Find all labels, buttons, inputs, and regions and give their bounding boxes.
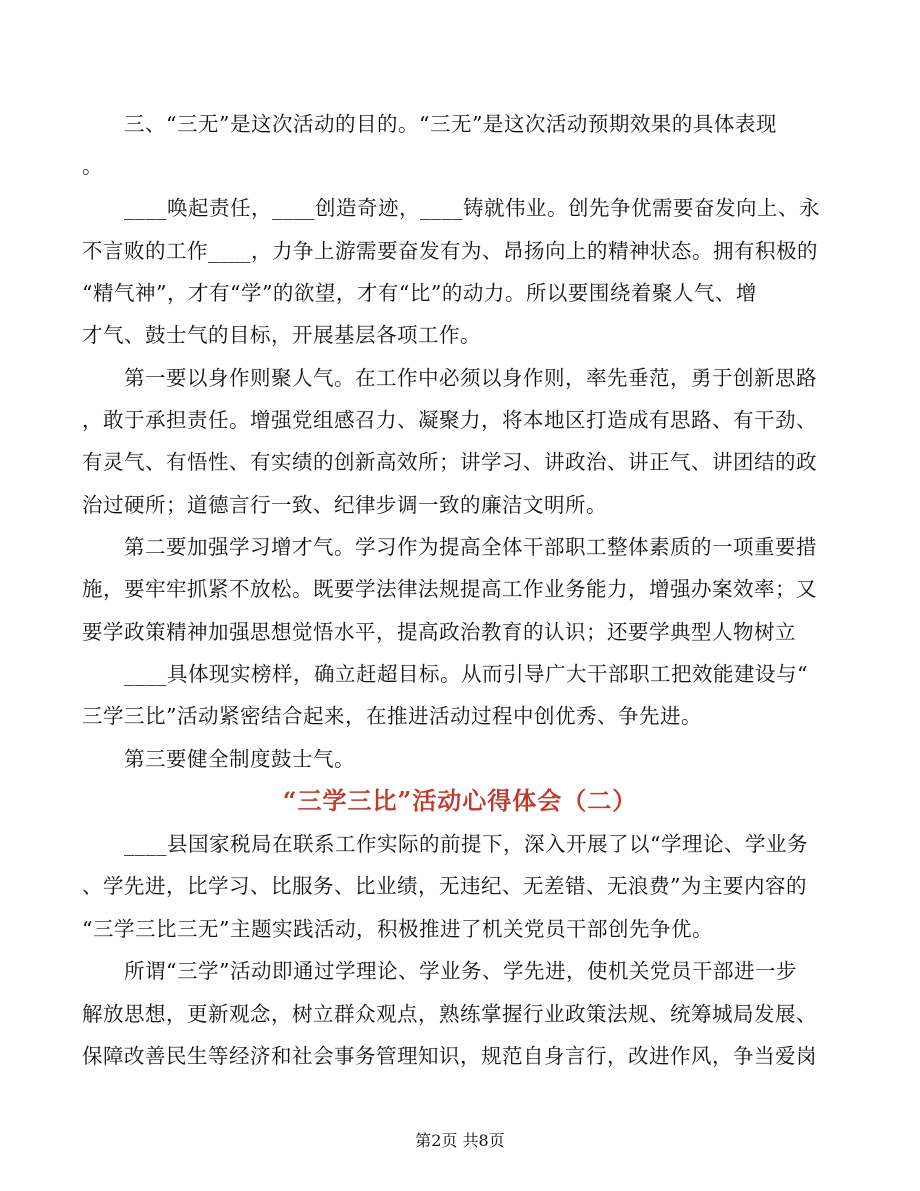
paragraph-line: 有灵气、有悟性、有实绩的创新高效所；讲学习、讲政治、讲正气、讲团结的政	[82, 450, 817, 474]
paragraph-line: 所谓“三学”活动即通过学理论、学业务、学先进，使机关党员干部进一步	[82, 959, 797, 983]
section-title: “三学三比”活动心得体会（二）	[282, 786, 638, 815]
paragraph-line: 要学政策精神加强思想觉悟水平，提高政治教育的认识；还要学典型人物树立	[82, 620, 796, 644]
paragraph-line: 第一要以身作则聚人气。在工作中必须以身作则，率先垂范，勇于创新思路	[82, 366, 817, 390]
page-number: 第2页 共8页	[415, 1131, 505, 1150]
paragraph-line: 。	[82, 154, 103, 178]
paragraph-line: 保障改善民生等经济和社会事务管理知识，规范自身言行，改进作风，争当爱岗	[82, 1044, 817, 1068]
paragraph-line: 三、“三无”是这次活动的目的。“三无”是这次活动预期效果的具体表现	[82, 112, 777, 136]
paragraph-line: “三学三比三无”主题实践活动，积极推进了机关党员干部创先争优。	[82, 917, 713, 941]
paragraph-line: 施，要牢牢抓紧不放松。既要学法律法规提高工作业务能力，增强办案效率；又	[82, 577, 817, 601]
paragraph-line: 才气、鼓士气的目标，开展基层各项工作。	[82, 323, 481, 347]
paragraph-line: 治过硬所；道德言行一致、纪律步调一致的廉洁文明所。	[82, 493, 607, 517]
paragraph-line: 解放思想，更新观念，树立群众观点，熟练掌握行业政策法规、统筹城局发展、	[82, 1002, 817, 1026]
paragraph-line: ____具体现实榜样，确立赶超目标。从而引导广大干部职工把效能建设与“	[82, 662, 808, 686]
paragraph-line: ____县国家税局在联系工作实际的前提下，深入开展了以“学理论、学业务	[82, 832, 808, 856]
paragraph-line: ，敢于承担责任。增强党组感召力、凝聚力，将本地区打造成有思路、有干劲、	[82, 408, 817, 432]
paragraph-line: 第二要加强学习增才气。学习作为提高全体干部职工整体素质的一项重要措	[82, 535, 817, 559]
paragraph-line: 不言败的工作____，力争上游需要奋发有为、昂扬向上的精神状态。拥有积极的	[82, 239, 818, 263]
paragraph-line: ____唤起责任，____创造奇迹，____铸就伟业。创先争优需要奋发向上、永	[82, 196, 820, 220]
paragraph-line: “精气神”，才有“学”的欲望，才有“比”的动力。所以要围绕着聚人气、增	[82, 281, 757, 305]
paragraph-line: 三学三比”活动紧密结合起来，在推进活动过程中创优秀、争先进。	[82, 704, 702, 728]
paragraph-line: 、学先进，比学习、比服务、比业绩，无违纪、无差错、无浪费”为主要内容的	[82, 874, 807, 898]
paragraph-line: 第三要健全制度鼓士气。	[82, 747, 355, 771]
